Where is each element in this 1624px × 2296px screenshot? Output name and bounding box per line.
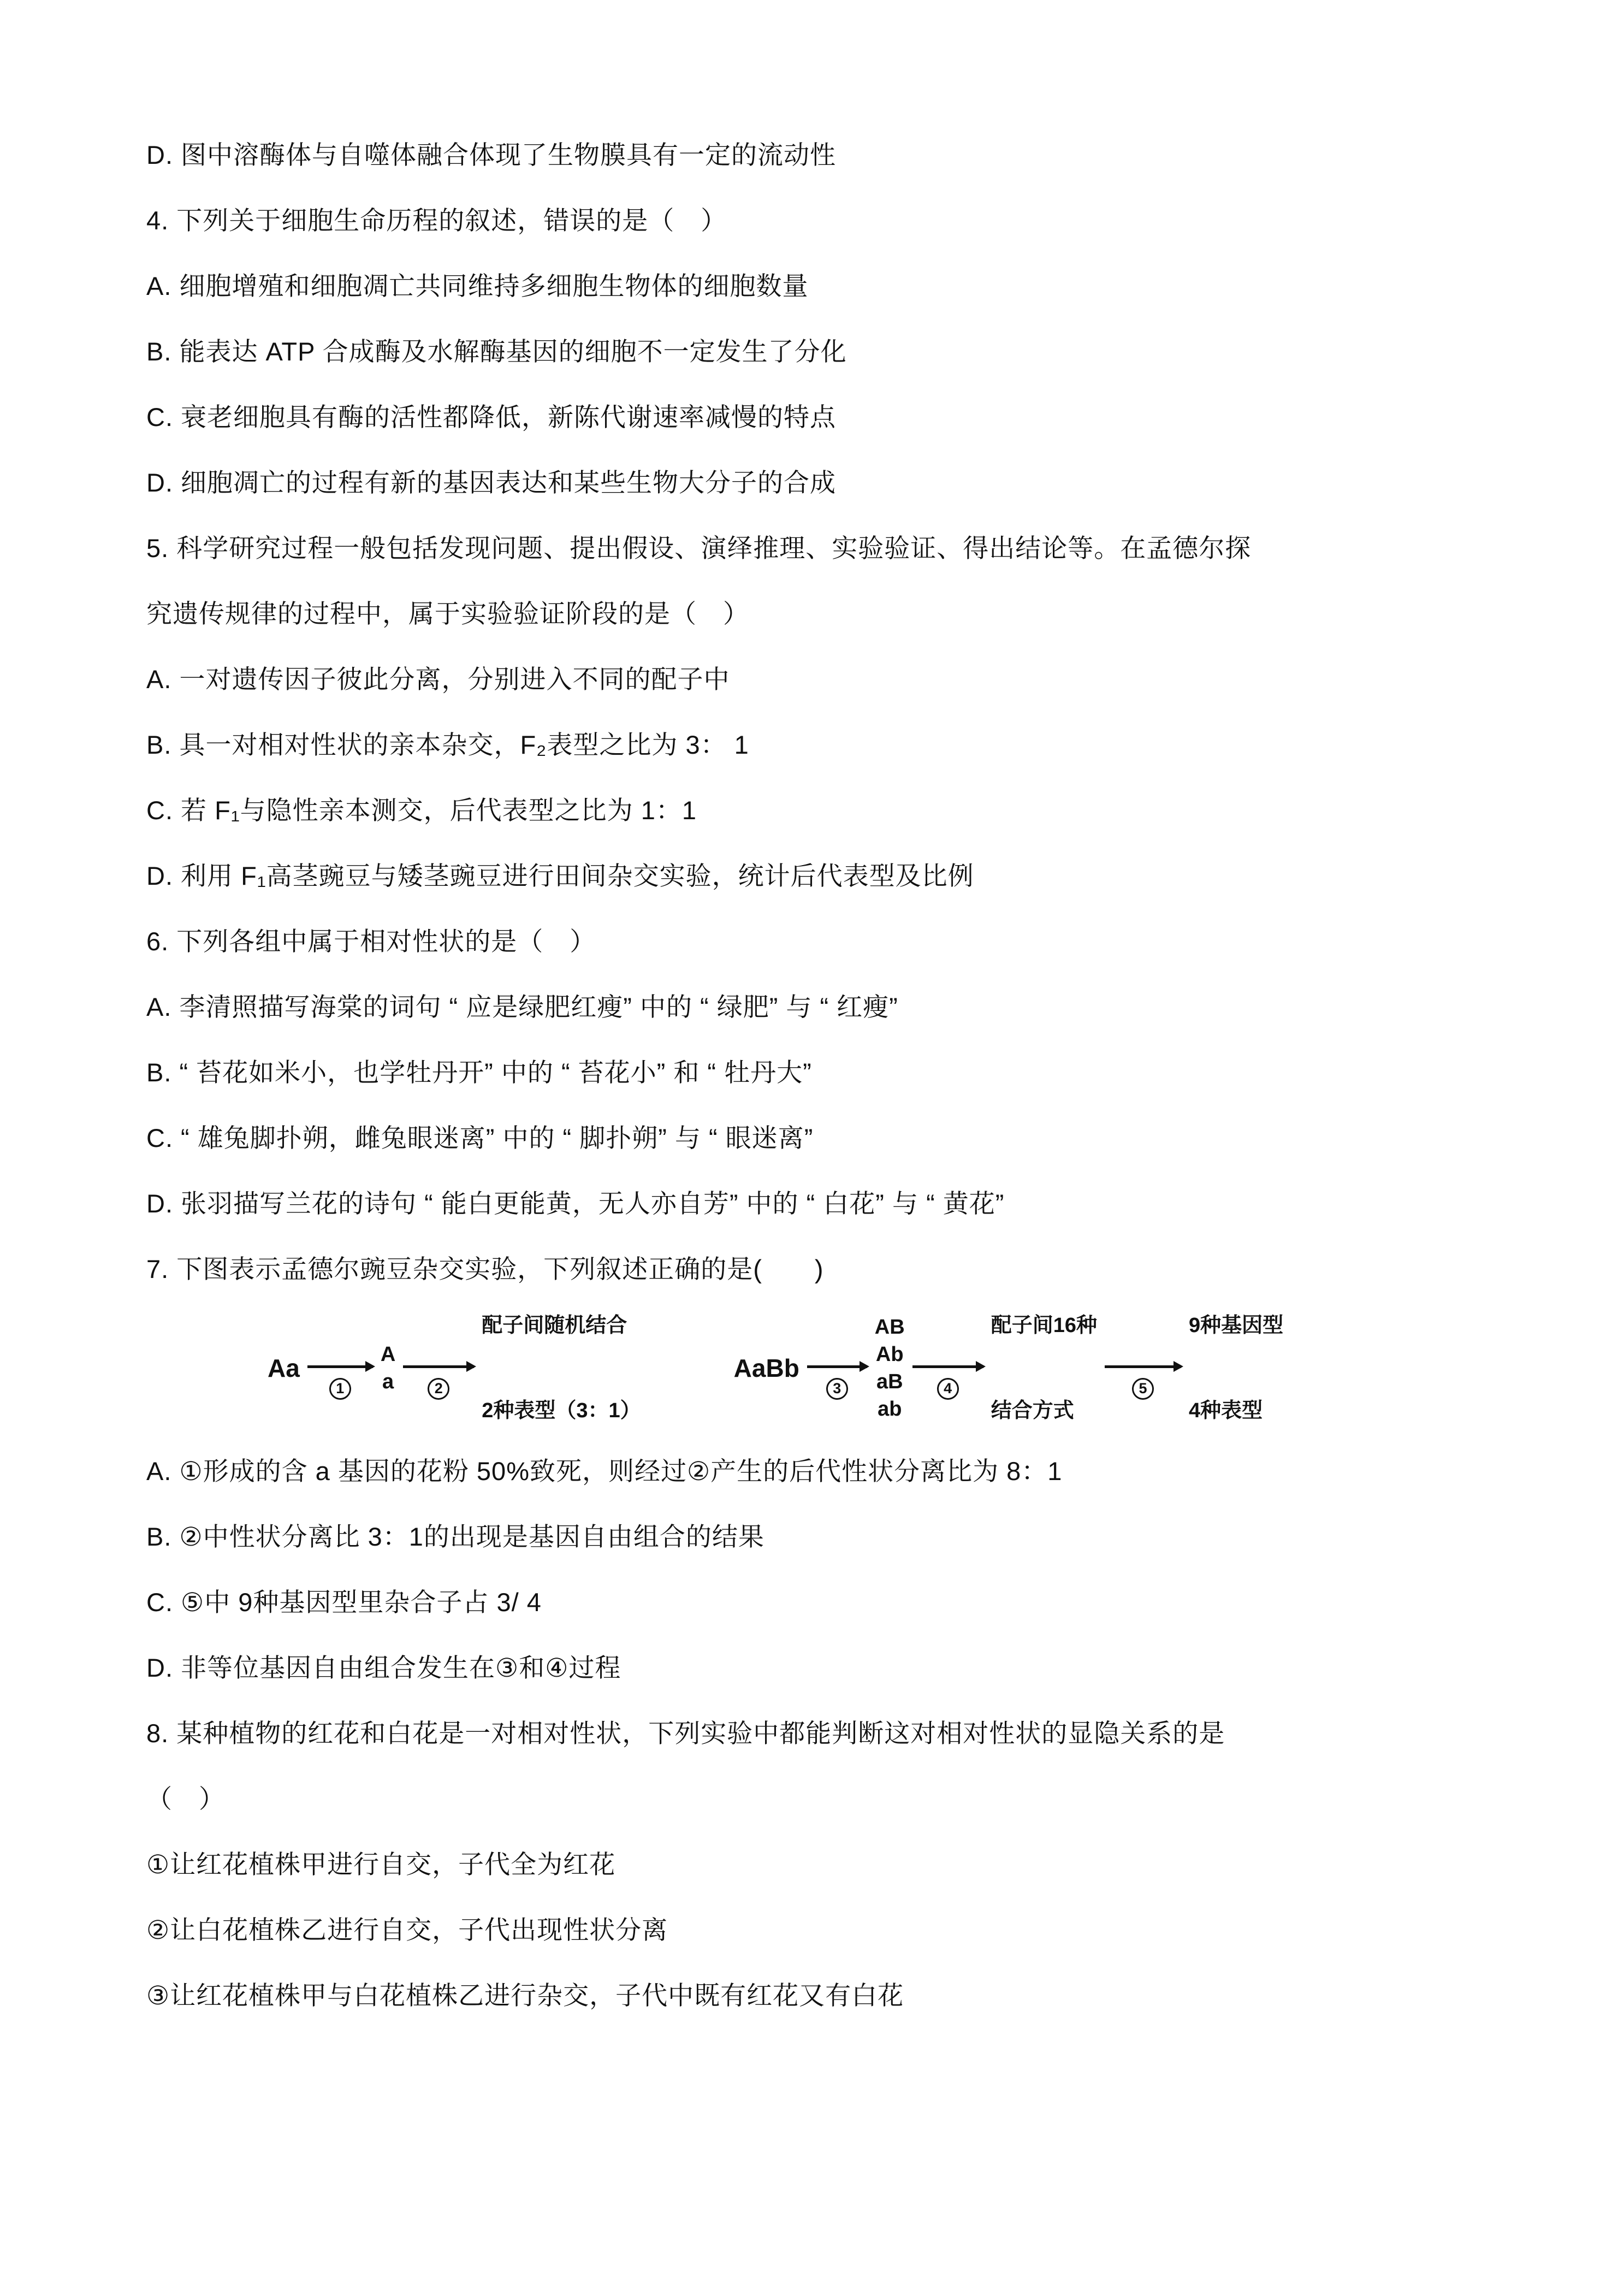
question-4-option-c bbox=[146, 382, 1526, 448]
mid-line: 配子间16种 bbox=[991, 1314, 1097, 1337]
question-5-option-c bbox=[146, 776, 1526, 841]
option-text: C. 若 F₁与隐性亲本测交，后代表型之比为 1：1 bbox=[146, 795, 697, 825]
question-8-stem-line1 bbox=[146, 1699, 1526, 1764]
gamete-label: AB bbox=[874, 1316, 905, 1339]
question-5-option-d bbox=[146, 841, 1526, 907]
item-text: ②让白花植株乙进行自交，子代出现性状分离 bbox=[146, 1915, 668, 1944]
gamete-label: ab bbox=[878, 1398, 902, 1421]
gamete-label: A bbox=[380, 1343, 396, 1366]
option-text: C. “ 雄兔脚扑朔，雌兔眼迷离” 中的 “ 脚扑朔” 与 “ 眼迷离” bbox=[146, 1123, 814, 1152]
option-text: D. 非等位基因自由组合发生在③和④过程 bbox=[146, 1653, 621, 1682]
question-5-stem-line1 bbox=[146, 513, 1526, 579]
question-3-option-d bbox=[146, 120, 1526, 186]
arrow-right-icon bbox=[403, 1365, 474, 1368]
question-6-option-d bbox=[146, 1169, 1526, 1234]
circled-number-1: 1 bbox=[329, 1378, 351, 1400]
result-line: 9种基因型 bbox=[1188, 1314, 1284, 1337]
question-text: 6. 下列各组中属于相对性状的是（ ） bbox=[146, 926, 596, 956]
circled-number-5: 5 bbox=[1132, 1378, 1154, 1400]
option-text: B. 具一对相对性状的亲本杂交，F₂表型之比为 3： 1 bbox=[146, 730, 749, 759]
diagram-right-parent-genotype: AaBb bbox=[733, 1354, 799, 1382]
gamete-label: Ab bbox=[875, 1343, 904, 1366]
question-7-stem bbox=[146, 1234, 1526, 1300]
question-text: 4. 下列关于细胞生命历程的叙述，错误的是（ ） bbox=[146, 205, 727, 235]
option-text: B. “ 苔花如米小，也学牡丹开” 中的 “ 苔花小” 和 “ 牡丹大” bbox=[146, 1057, 812, 1087]
arrow-right-icon bbox=[912, 1365, 983, 1368]
question-8-item-2 bbox=[146, 1895, 1526, 1961]
mendel-cross-diagram bbox=[146, 1300, 1526, 1436]
result-line: 配子间随机结合 bbox=[482, 1314, 627, 1337]
option-text: D. 张羽描写兰花的诗句 “ 能白更能黄，无人亦自芳” 中的 “ 白花” 与 “ 黄花” bbox=[146, 1188, 1005, 1218]
option-text: D. 利用 F₁高茎豌豆与矮茎豌豆进行田间杂交实验，统计后代表型及比例 bbox=[146, 861, 974, 890]
option-text: C. 衰老细胞具有酶的活性都降低，新陈代谢速率减慢的特点 bbox=[146, 402, 837, 431]
result-line: 4种表型 bbox=[1188, 1399, 1263, 1422]
question-text: 7. 下图表示孟德尔豌豆杂交实验，下列叙述正确的是( ) bbox=[146, 1254, 824, 1283]
circled-number-4: 4 bbox=[937, 1378, 959, 1400]
option-text: C. ⑤中 9种基因型里杂合子占 3/ 4 bbox=[146, 1587, 542, 1617]
diagram-left-result bbox=[482, 1254, 641, 1482]
question-text: 8. 某种植物的红花和白花是一对相对性状，下列实验中都能判断这对相对性状的显隐关系的是 bbox=[146, 1718, 1225, 1748]
option-text: A. 细胞增殖和细胞凋亡共同维持多细胞生物体的细胞数量 bbox=[146, 271, 809, 300]
diagram-left-parent-genotype: Aa bbox=[268, 1354, 300, 1382]
option-text: A. 李清照描写海棠的词句 “ 应是绿肥红瘦” 中的 “ 绿肥” 与 “ 红瘦” bbox=[146, 992, 898, 1021]
option-text: D. 图中溶酶体与自噬体融合体现了生物膜具有一定的流动性 bbox=[146, 140, 837, 169]
question-6-option-b bbox=[146, 1038, 1526, 1103]
diagram-row bbox=[268, 1300, 1526, 1436]
item-text: ③让红花植株甲与白花植株乙进行杂交，子代中既有红花又有白花 bbox=[146, 1980, 904, 2010]
diagram-step-5 bbox=[1105, 1337, 1181, 1400]
question-5-option-b bbox=[146, 710, 1526, 776]
question-4-option-b bbox=[146, 317, 1526, 382]
question-text: 5. 科学研究过程一般包括发现问题、提出假设、演绎推理、实验验证、得出结论等。在孟德尔探 bbox=[146, 533, 1252, 563]
arrow-right-icon bbox=[807, 1365, 867, 1368]
question-5-stem-line2 bbox=[146, 579, 1526, 644]
arrow-right-icon bbox=[1105, 1365, 1181, 1368]
question-text: （ ） bbox=[146, 1784, 225, 1813]
diagram-step-3 bbox=[807, 1337, 867, 1400]
question-6-option-c bbox=[146, 1103, 1526, 1169]
question-6-option-a bbox=[146, 972, 1526, 1038]
option-text: B. 能表达 ATP 合成酶及水解酶基因的细胞不一定发生了分化 bbox=[146, 336, 847, 366]
circled-number-2: 2 bbox=[428, 1378, 449, 1400]
question-7-option-d bbox=[146, 1633, 1526, 1699]
question-8-item-3 bbox=[146, 1961, 1526, 2026]
diagram-step-4 bbox=[912, 1337, 983, 1400]
question-8-stem-line2 bbox=[146, 1764, 1526, 1830]
diagram-left-gametes bbox=[381, 1341, 395, 1395]
diagram-step-1 bbox=[307, 1337, 373, 1400]
question-7-option-c bbox=[146, 1567, 1526, 1633]
question-8-item-1 bbox=[146, 1830, 1526, 1895]
option-text: A. 一对遗传因子彼此分离，分别进入不同的配子中 bbox=[146, 664, 730, 694]
item-text: ①让红花植株甲进行自交，子代全为红花 bbox=[146, 1849, 616, 1879]
gamete-label: a bbox=[382, 1370, 394, 1393]
question-6-stem bbox=[146, 907, 1526, 972]
question-text: 究遗传规律的过程中，属于实验验证阶段的是（ ） bbox=[146, 599, 749, 628]
diagram-right-result bbox=[1189, 1254, 1283, 1482]
question-7-option-a bbox=[146, 1436, 1526, 1502]
option-text: B. ②中性状分离比 3：1的出现是基因自由组合的结果 bbox=[146, 1522, 764, 1551]
diagram-right-gametes bbox=[875, 1313, 905, 1423]
question-4-stem bbox=[146, 186, 1526, 251]
gamete-label: aB bbox=[876, 1370, 903, 1393]
option-text: A. ①形成的含 a 基因的花粉 50%致死，则经过②产生的后代性状分离比为 8：1 bbox=[146, 1456, 1063, 1486]
diagram-right-mid bbox=[991, 1254, 1097, 1482]
question-7-option-b bbox=[146, 1502, 1526, 1567]
arrow-right-icon bbox=[307, 1365, 373, 1368]
result-line: 2种表型（3：1） bbox=[482, 1399, 641, 1422]
option-text: D. 细胞凋亡的过程有新的基因表达和某些生物大分子的合成 bbox=[146, 468, 837, 497]
question-4-option-a bbox=[146, 251, 1526, 317]
diagram-step-2 bbox=[403, 1337, 474, 1400]
circled-number-3: 3 bbox=[826, 1378, 848, 1400]
question-5-option-a bbox=[146, 644, 1526, 710]
question-4-option-d bbox=[146, 448, 1526, 513]
mid-line: 结合方式 bbox=[991, 1399, 1074, 1422]
